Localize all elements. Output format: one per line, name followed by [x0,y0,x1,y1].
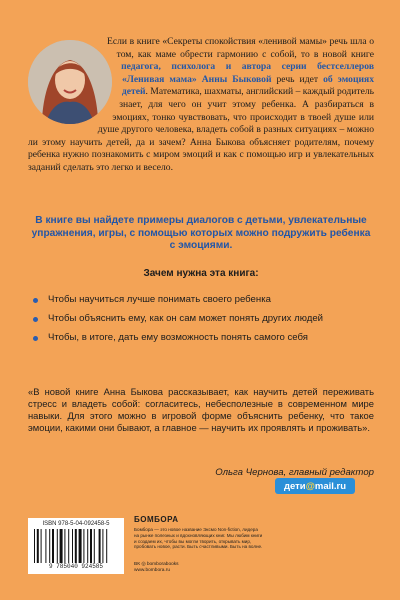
deti-mail-logo: дети @ mail.ru [275,478,355,494]
publisher-site: www.bombora.ru [134,568,170,573]
intro-text-3: . Математика, шахматы, английский – каждый родитель знает, для чего он учит этому ребенка. А разбираться в эмоциях, тонко чувствовать, что происходит в твоей душе или душе другого человека, владеть собой в разных ситуациях – можно ли этому научить детей, да и зачем? Анна Быкова объясняет родителям, почему ребенка нужно познакомить с миром эмоций и как с помощью игр и увлекательных заданий сделать это легко и весело. [28,86,374,173]
intro-topic-highlight: об эмоциях детей [121,73,374,98]
publisher-links [134,562,179,574]
barcode-number: 9 785040 924585 [48,563,103,570]
barcode [28,518,124,574]
why-title: Зачем нужна эта книга: [143,268,259,279]
highlight-block: В книге вы найдете примеры диалогов с детьми, увлекательные упражнения, игры, с помощью которых можно подружить ребенка с эмоциями. [31,215,371,251]
publisher-social: ВК ◎ bomborabooks [134,562,179,567]
isbn-text: ISBN 978-5-04-092458-5 [42,521,110,527]
intro-author-highlight: педагога, психолога и автора серии бестселлеров «Ленивая мама» Анны Быковой [121,61,374,85]
intro-text-1: Если в книге «Секреты спокойствия «ленивой мамы» речь шла о том, как маме обрести гармонию с собой, то в новой книге [107,36,374,60]
bullet-dot-icon [33,298,38,303]
intro-text-2: речь идет [271,73,324,85]
editor-quote: «В новой книге Анна Быкова рассказывает, как научить детей переживать стресс и владеть собой: согласитесь, небесполезные в современном мире навыки. Для этого можно в игровой форме объяснить ребенку, что такое эмоции, какими они бывают, а главное — научить их проявлять и проживать». [28,386,374,433]
list-item: Чтобы научиться лучше понимать своего ребенка [28,294,328,306]
publisher-logo: БОМБОРА [134,515,179,524]
bullet-dot-icon [33,317,38,322]
why-list [28,294,328,351]
publisher-description: Бомбора — это новое название Эксмо Non-fiction, лидера на рынке полезных и вдохновляющих книг. Мы любим книги и создаем их, чтобы вы могли творить, открывать мир, пробовать новое, расти. Быть счастливыми. Быть на волне. [134,527,263,550]
bullet-dot-icon [33,336,38,341]
barcode-icon [33,529,119,563]
intro-paragraph [28,36,374,175]
quote-author: Ольга Чернова, главный редактор [215,467,374,478]
list-item: Чтобы, в итоге, дать ему возможность понять самого себя [28,332,328,344]
list-item: Чтобы объяснить ему, как он сам может понять других людей [28,313,328,325]
